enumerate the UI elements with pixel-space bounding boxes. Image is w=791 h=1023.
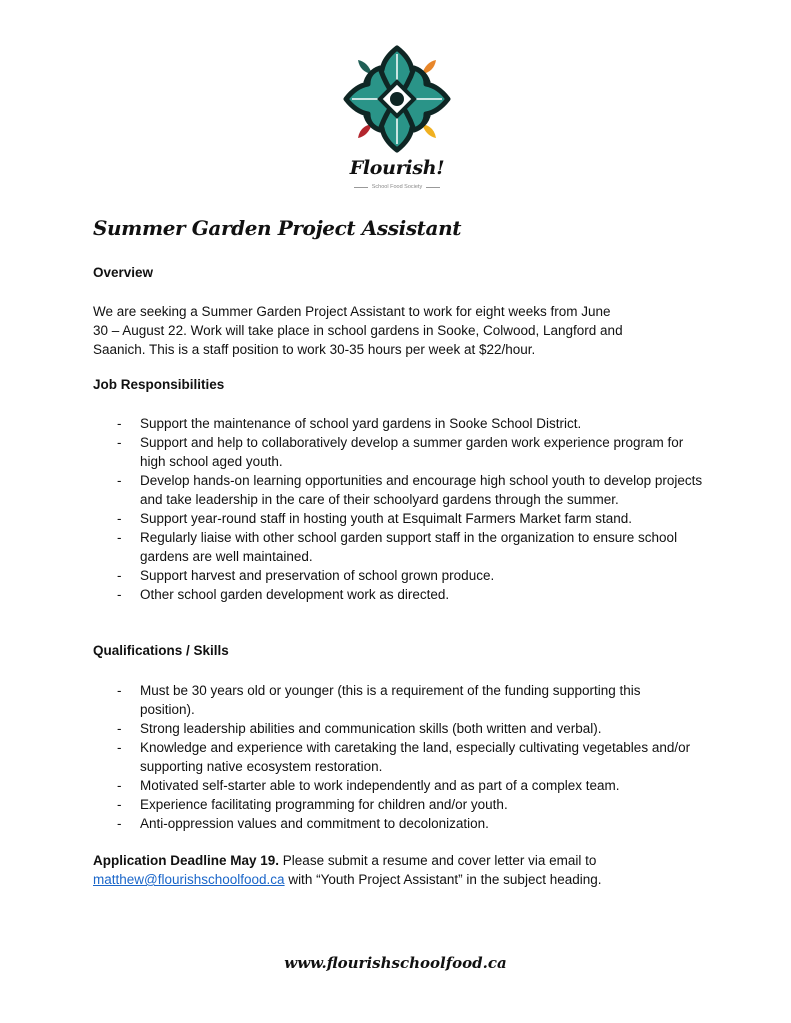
list-item-text: Anti-oppression values and commitment to decolonization.: [140, 816, 489, 831]
application-deadline: Application Deadline May 19.: [93, 853, 280, 868]
list-item-text: Support and help to collaboratively develop a summer garden work experience program for high school aged youth.: [140, 435, 684, 469]
overview-line-3: Saanich. This is a staff position to work 30-35 hours per week at $22/hour.: [93, 342, 536, 357]
list-item-text: Motivated self-starter able to work independently and as part of a complex team.: [140, 778, 620, 793]
qualifications-list: [93, 681, 693, 833]
list-item-text: Strong leadership abilities and communication skills (both written and verbal).: [140, 721, 602, 736]
list-item: [93, 814, 693, 833]
flourish-logo: [338, 40, 456, 198]
email-link[interactable]: matthew@flourishschoolfood.ca: [93, 872, 285, 887]
list-item: [93, 681, 693, 719]
list-item: [93, 509, 708, 528]
overview-heading: Overview: [93, 265, 154, 280]
list-item: [93, 528, 708, 566]
bullet-dash: -: [117, 721, 122, 736]
responsibilities-list: [93, 414, 708, 604]
tagline-text: School Food Society: [371, 184, 423, 190]
list-item: [93, 738, 693, 776]
page-title: Summer Garden Project Assistant: [93, 216, 462, 240]
bullet-dash: -: [117, 473, 122, 488]
list-item-text: Other school garden development work as directed.: [140, 587, 450, 602]
bullet-dash: -: [117, 568, 122, 583]
logo-wordmark: Flourish!: [349, 157, 445, 179]
list-item-text: Must be 30 years old or younger (this is a requirement of the funding supporting this position).: [140, 683, 641, 717]
application-text-2: with “Youth Project Assistant” in the subject heading.: [284, 872, 602, 887]
list-item: [93, 414, 708, 433]
tagline-rule-left: [354, 187, 368, 188]
list-item-text: Develop hands-on learning opportunities and encourage high school youth to develop projects and take leadership in the care of their schoolyard gardens through the summer.: [140, 473, 703, 507]
application-text-1: Please submit a resume and cover letter via email to: [279, 853, 597, 868]
list-item: [93, 566, 708, 585]
list-item: [93, 585, 708, 604]
bullet-dash: -: [117, 797, 122, 812]
qualifications-heading: Qualifications / Skills: [93, 643, 229, 658]
bullet-dash: -: [117, 530, 122, 545]
bullet-dash: -: [117, 435, 122, 450]
list-item: [93, 719, 693, 738]
list-item-text: Support harvest and preservation of school grown produce.: [140, 568, 495, 583]
list-item: [93, 471, 708, 509]
bullet-dash: -: [117, 778, 122, 793]
overview-line-1: We are seeking a Summer Garden Project Assistant to work for eight weeks from June: [93, 304, 611, 319]
list-item-text: Support the maintenance of school yard gardens in Sooke School District.: [140, 416, 582, 431]
responsibilities-heading: Job Responsibilities: [93, 377, 225, 392]
list-item-text: Support year-round staff in hosting youth at Esquimalt Farmers Market farm stand.: [140, 511, 632, 526]
list-item: [93, 795, 693, 814]
bullet-dash: -: [117, 587, 122, 602]
application-paragraph: [93, 851, 713, 889]
bullet-dash: -: [117, 683, 122, 698]
tagline-rule-right: [426, 187, 440, 188]
list-item-text: Regularly liaise with other school garden support staff in the organization to ensure school gardens are well maintained.: [140, 530, 678, 564]
overview-line-2: 30 – August 22. Work will take place in school gardens in Sooke, Colwood, Langford and: [93, 323, 623, 338]
list-item-text: Experience facilitating programming for children and/or youth.: [140, 797, 508, 812]
flower-emblem-icon: [338, 40, 456, 158]
bullet-dash: -: [117, 740, 122, 755]
footer-website[interactable]: www.flourishschoolfood.ca: [284, 954, 507, 972]
bullet-dash: -: [117, 511, 122, 526]
bullet-dash: -: [117, 816, 122, 831]
list-item: [93, 433, 708, 471]
bullet-dash: -: [117, 416, 122, 431]
list-item-text: Knowledge and experience with caretaking the land, especially cultivating vegetables and/or supporting native ecosystem restoration.: [140, 740, 691, 774]
list-item: [93, 776, 693, 795]
overview-paragraph: [93, 302, 703, 359]
logo-tagline: [338, 184, 456, 190]
